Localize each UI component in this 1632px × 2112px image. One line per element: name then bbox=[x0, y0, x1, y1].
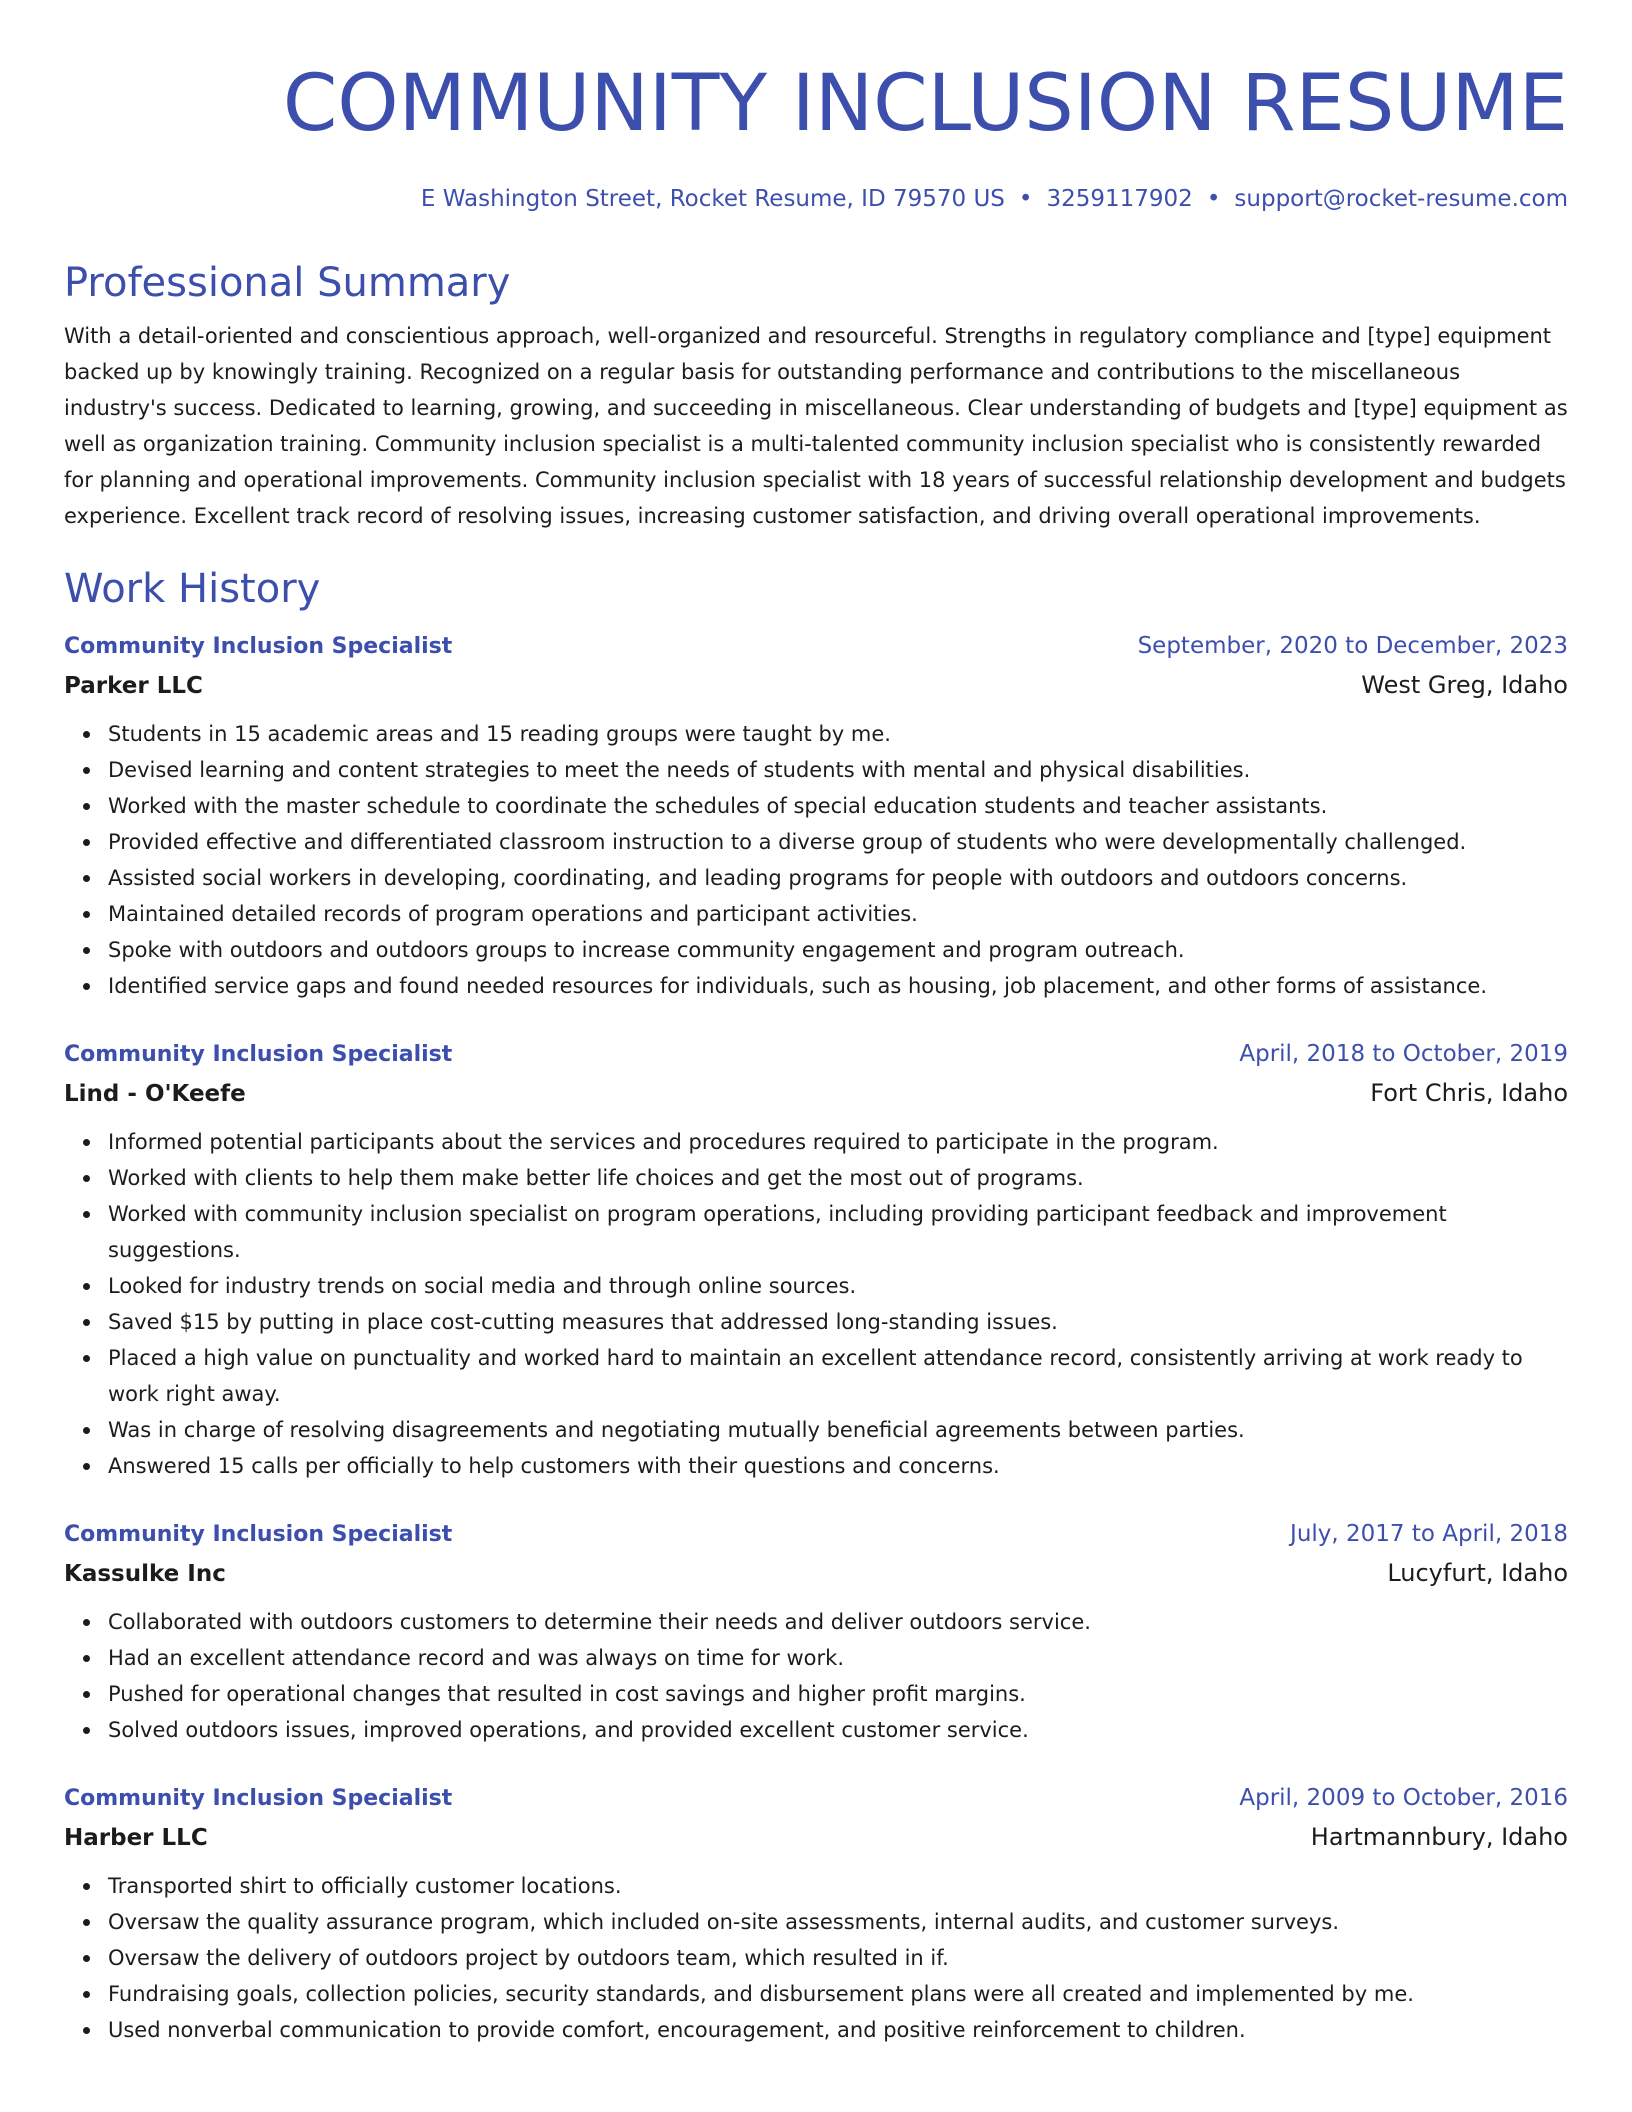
job-entry bbox=[64, 1038, 1568, 1484]
resume-page bbox=[64, 0, 1568, 2048]
job-company-row bbox=[64, 663, 1568, 702]
job-company: Harber LLC bbox=[64, 1825, 208, 1851]
job-bullet-item: Transported shirt to officially customer locations. bbox=[108, 1868, 1568, 1904]
job-bullet-item: Was in charge of resolving disagreements and negotiating mutually beneficial agreements between parties. bbox=[108, 1412, 1568, 1448]
job-company-row bbox=[64, 1815, 1568, 1854]
job-bullet-item: Looked for industry trends on social media and through online sources. bbox=[108, 1268, 1568, 1304]
work-history-heading: Work History bbox=[64, 566, 321, 612]
job-bullet-item: Worked with clients to help them make better life choices and get the most out of programs. bbox=[108, 1160, 1568, 1196]
job-bullet-item: Fundraising goals, collection policies, security standards, and disbursement plans were all created and implemented by me. bbox=[108, 1976, 1568, 2012]
job-bullet-item: Oversaw the quality assurance program, which included on-site assessments, internal audits, and customer surveys. bbox=[108, 1904, 1568, 1940]
job-header-row bbox=[64, 1782, 1568, 1815]
job-bullet-item: Oversaw the delivery of outdoors project by outdoors team, which resulted in if. bbox=[108, 1940, 1568, 1976]
job-bullet-item: Informed potential participants about the services and procedures required to participate in the program. bbox=[108, 1124, 1568, 1160]
job-dates: April, 2009 to October, 2016 bbox=[1239, 1785, 1568, 1811]
job-location: Fort Chris, Idaho bbox=[1370, 1079, 1568, 1107]
job-company: Lind - O'Keefe bbox=[64, 1081, 246, 1107]
summary-text: With a detail-oriented and conscientious approach, well-organized and resourceful. Strengths in regulatory compliance and [type] equipment backed up by knowingly training. Recognized on a regular basis for outstanding performance and contributions to the miscellaneous industry's success. Dedicated to learning, growing, and succeeding in miscellaneous. Clear understanding of budgets and [type] equipment as well as organization training. Community inclusion specialist is a multi-talented community inclusion specialist who is consistently rewarded for planning and operational improvements. Community inclusion specialist with 18 years of successful relationship development and budgets experience. Excellent track record of resolving issues, increasing customer satisfaction, and driving overall operational improvements. bbox=[64, 324, 1568, 528]
job-entry bbox=[64, 1518, 1568, 1748]
job-bullet-item: Answered 15 calls per officially to help customers with their questions and concerns. bbox=[108, 1448, 1568, 1484]
job-bullet-item: Provided effective and differentiated classroom instruction to a diverse group of students who were developmentally challenged. bbox=[108, 824, 1568, 860]
job-header-row bbox=[64, 1518, 1568, 1551]
job-header-row bbox=[64, 1038, 1568, 1071]
job-header-row bbox=[64, 630, 1568, 663]
contact-address: E Washington Street, Rocket Resume, ID 79570 US bbox=[420, 186, 1005, 212]
job-bullets bbox=[64, 1604, 1568, 1748]
job-bullets bbox=[64, 1868, 1568, 2048]
job-bullet-item: Assisted social workers in developing, coordinating, and leading programs for people with outdoors and outdoors concerns. bbox=[108, 860, 1568, 896]
job-bullet-item: Used nonverbal communication to provide comfort, encouragement, and positive reinforcement to children. bbox=[108, 2012, 1568, 2048]
job-bullet-item: Placed a high value on punctuality and worked hard to maintain an excellent attendance record, consistently arriving at work ready to work right away. bbox=[108, 1340, 1568, 1412]
job-bullet-item: Students in 15 academic areas and 15 reading groups were taught by me. bbox=[108, 716, 1568, 752]
resume-name: COMMUNITY INCLUSION RESUME bbox=[282, 59, 1568, 149]
contact-separator: • bbox=[1018, 186, 1033, 212]
job-company: Parker LLC bbox=[64, 673, 203, 699]
job-company-row bbox=[64, 1551, 1568, 1590]
job-title: Community Inclusion Specialist bbox=[64, 1042, 453, 1067]
job-bullet-item: Solved outdoors issues, improved operations, and provided excellent customer service. bbox=[108, 1712, 1568, 1748]
job-bullet-item: Devised learning and content strategies to meet the needs of students with mental and physical disabilities. bbox=[108, 752, 1568, 788]
job-location: West Greg, Idaho bbox=[1361, 671, 1568, 699]
job-bullets bbox=[64, 716, 1568, 1004]
job-bullet-item: Worked with community inclusion specialist on program operations, including providing participant feedback and improvement suggestions. bbox=[108, 1196, 1568, 1268]
job-dates: September, 2020 to December, 2023 bbox=[1137, 633, 1568, 659]
job-bullet-item: Worked with the master schedule to coordinate the schedules of special education students and teacher assistants. bbox=[108, 788, 1568, 824]
job-title: Community Inclusion Specialist bbox=[64, 634, 453, 659]
job-bullet-item: Identified service gaps and found needed resources for individuals, such as housing, job placement, and other forms of assistance. bbox=[108, 968, 1568, 1004]
job-bullet-item: Saved $15 by putting in place cost-cutting measures that addressed long-standing issues. bbox=[108, 1304, 1568, 1340]
contact-line bbox=[64, 184, 1568, 214]
job-bullet-item: Pushed for operational changes that resulted in cost savings and higher profit margins. bbox=[108, 1676, 1568, 1712]
job-entry bbox=[64, 630, 1568, 1004]
job-bullet-item: Had an excellent attendance record and was always on time for work. bbox=[108, 1640, 1568, 1676]
contact-phone: 3259117902 bbox=[1046, 186, 1193, 212]
job-company: Kassulke Inc bbox=[64, 1561, 226, 1587]
job-dates: April, 2018 to October, 2019 bbox=[1239, 1041, 1568, 1067]
job-bullets bbox=[64, 1124, 1568, 1484]
job-entry bbox=[64, 1782, 1568, 2048]
contact-separator: • bbox=[1206, 186, 1221, 212]
job-title: Community Inclusion Specialist bbox=[64, 1786, 453, 1811]
summary-heading: Professional Summary bbox=[64, 260, 511, 306]
job-bullet-item: Spoke with outdoors and outdoors groups to increase community engagement and program outreach. bbox=[108, 932, 1568, 968]
job-title: Community Inclusion Specialist bbox=[64, 1522, 453, 1547]
job-location: Lucyfurt, Idaho bbox=[1387, 1559, 1568, 1587]
job-company-row bbox=[64, 1071, 1568, 1110]
job-bullet-item: Maintained detailed records of program operations and participant activities. bbox=[108, 896, 1568, 932]
job-bullet-item: Collaborated with outdoors customers to determine their needs and deliver outdoors service. bbox=[108, 1604, 1568, 1640]
job-list bbox=[64, 630, 1568, 2048]
job-location: Hartmannbury, Idaho bbox=[1310, 1823, 1568, 1851]
job-dates: July, 2017 to April, 2018 bbox=[1290, 1521, 1568, 1547]
contact-email: support@rocket-resume.com bbox=[1234, 186, 1568, 212]
